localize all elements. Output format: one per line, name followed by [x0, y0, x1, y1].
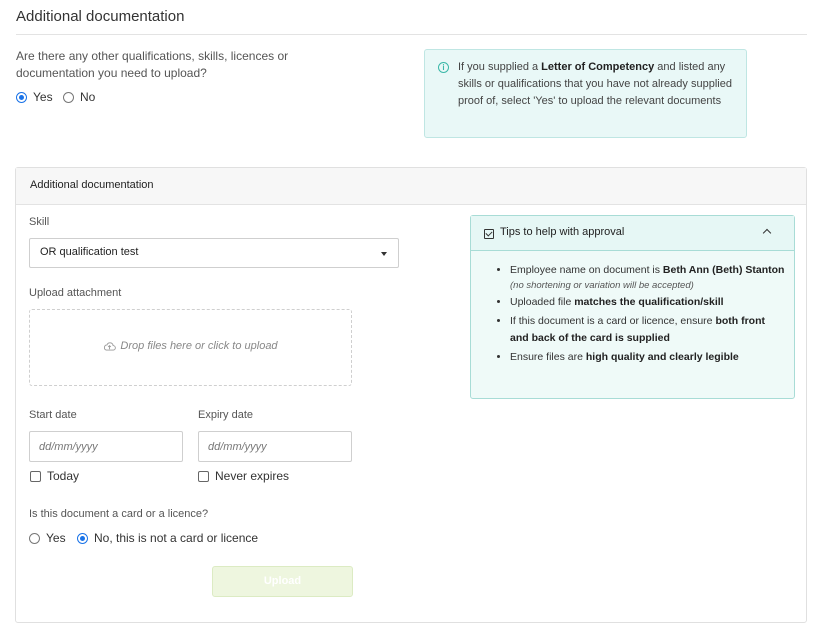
tip-text: Employee name on document is [510, 264, 663, 276]
tip-bold: both front and back of the card is supplied [510, 315, 765, 344]
cloud-upload-icon [103, 342, 116, 351]
info-text-part-1: If you supplied a [458, 61, 542, 73]
info-box [424, 49, 747, 138]
today-checkbox[interactable] [30, 471, 41, 482]
file-dropzone[interactable] [29, 309, 352, 386]
tips-panel [470, 215, 795, 399]
card-radio-no-label: No, this is not a card or licence [94, 531, 259, 545]
info-text-bold: Letter of Competency [541, 61, 655, 73]
card-radio-yes[interactable] [29, 533, 40, 544]
tip-text: Ensure files are [510, 351, 586, 363]
upload-question-no[interactable] [63, 90, 95, 104]
tips-list [496, 262, 786, 368]
checkbox-checked-icon [484, 229, 494, 239]
chevron-up-icon[interactable] [763, 229, 771, 237]
title-divider [16, 34, 807, 35]
start-date-input[interactable]: dd/mm/yyyy [29, 431, 183, 462]
never-expires-label: Never expires [215, 469, 290, 483]
info-text-part-2: and listed any skills or qualifications that you have not already supplied proof of, select 'Yes' to upload the relevant documents [458, 61, 732, 107]
card-question-no[interactable] [77, 531, 258, 545]
today-checkbox-label: Today [47, 469, 80, 483]
upload-button[interactable]: Upload [212, 566, 353, 597]
upload-question: Are there any other qualifications, skills, licences or documentation you need to upload? [16, 49, 289, 80]
card-radio-no-selected[interactable] [77, 533, 88, 544]
tips-title: Tips to help with approval [500, 226, 625, 238]
never-expires-checkbox[interactable] [198, 471, 209, 482]
info-text [458, 59, 740, 110]
radio-yes-selected[interactable] [16, 92, 27, 103]
never-expires-checkbox-row[interactable] [198, 469, 289, 483]
skill-label: Skill [29, 216, 50, 228]
tip-note: (no shortening or variation will be accepted) [510, 280, 694, 291]
radio-label-no: No [80, 90, 96, 104]
card-question-yes[interactable] [29, 531, 66, 545]
tip-item [510, 313, 786, 347]
panel-header [16, 168, 806, 205]
skill-selected-value: OR qualification test [40, 246, 139, 258]
upload-question-yes[interactable] [16, 90, 53, 104]
page-title: Additional documentation [16, 8, 185, 25]
start-date-label: Start date [29, 409, 77, 421]
tip-item [510, 294, 786, 311]
tip-item [510, 262, 786, 292]
tips-header[interactable] [471, 216, 794, 251]
radio-no[interactable] [63, 92, 74, 103]
today-checkbox-row[interactable] [30, 469, 79, 483]
radio-label-yes: Yes [33, 90, 53, 104]
card-question: Is this document a card or a licence? [29, 508, 209, 520]
tip-bold: matches the qualification/skill [574, 296, 724, 308]
tip-item [510, 349, 786, 366]
caret-down-icon [381, 252, 387, 256]
tip-text: Uploaded file [510, 296, 575, 308]
additional-documentation-panel [15, 167, 807, 623]
tip-text: If this document is a card or licence, ensure [510, 315, 716, 327]
tip-bold: high quality and clearly legible [585, 351, 739, 363]
skill-select[interactable] [29, 238, 399, 268]
expiry-date-input[interactable]: dd/mm/yyyy [198, 431, 352, 462]
info-icon: i [438, 62, 449, 73]
panel-title: Additional documentation [30, 179, 154, 191]
dropzone-text: Drop files here or click to upload [120, 340, 278, 352]
upload-attachment-label: Upload attachment [29, 287, 122, 299]
expiry-date-label: Expiry date [198, 409, 254, 421]
card-radio-yes-label: Yes [46, 531, 66, 545]
dropzone-content [30, 340, 351, 352]
tip-bold: Beth Ann (Beth) Stanton [662, 264, 785, 276]
